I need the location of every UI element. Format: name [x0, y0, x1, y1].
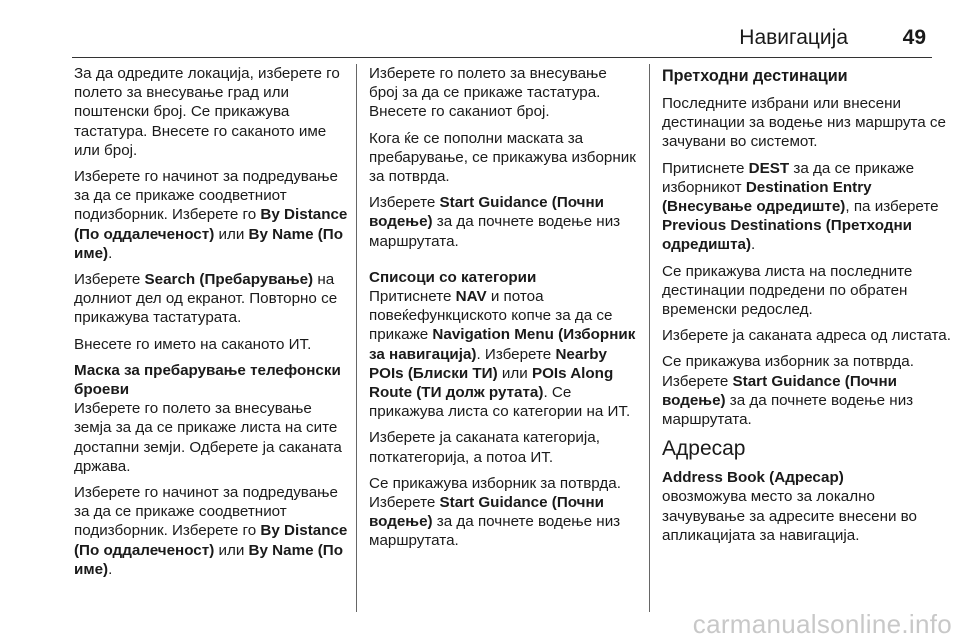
paragraph: Се прикажува листа на последните дестинации подредени по обратен временски редослед. [662, 262, 913, 319]
paragraph [369, 287, 639, 421]
button-nav: NAV [455, 288, 487, 306]
text: Изберете го начинот за подредување за да се прикаже соодветниот подизборник. Изберете го [74, 484, 338, 540]
section-heading: Претходни дестинации [662, 67, 848, 85]
paragraph: Последните избрани или внесени дестинации за водење низ маршрута се зачувани во системот. [662, 95, 946, 151]
column-2 [369, 64, 639, 558]
option-by-name: By Name (По име) [74, 541, 344, 578]
option-pois-along-route: POIs Along Route (ТИ долж рутата) [369, 364, 614, 402]
paragraph: За да одредите локација, изберете го полето за внесување град или поштенски број. Се прикажува тастатура. Внесете го саканото име или број. [74, 65, 340, 159]
section-heading-address-book: Адресар [662, 437, 746, 461]
option-by-distance: By Distance (По оддалеченост) [74, 522, 348, 559]
page-number: 49 [902, 26, 926, 49]
text: . Изберете [476, 345, 556, 363]
option-by-distance: By Distance (По оддалеченост) [74, 206, 348, 243]
subheading: Маска за пребарување телефонски броеви [74, 361, 341, 399]
watermark-logo: carmanualsonline.info [692, 609, 952, 639]
text: . [108, 244, 113, 262]
paragraph: Изберете го полето за внесување земја за да се прикаже листа на сите достапни земји. Одберете ја саканата држава. [74, 400, 342, 475]
text: или [214, 541, 249, 559]
paragraph: овозможува место за локално зачувување за адресите внесени во апликацијата за навигација. [662, 488, 917, 544]
paragraph: Се прикажува изборник за потврда. [369, 474, 621, 492]
paragraph [74, 270, 348, 328]
section-title: Навигација [739, 26, 848, 49]
column-3 [662, 64, 954, 552]
paragraph [74, 483, 348, 579]
text: за да почнете водење низ маршрутата. [369, 513, 621, 550]
option-start-guidance: Start Guidance (Почни водење) [662, 372, 897, 409]
header-divider [72, 57, 932, 58]
subheading: Списоци со категории [369, 268, 537, 286]
text: Изберете [369, 194, 440, 212]
menu-navigation: Navigation Menu (Изборник за навигација) [369, 326, 636, 363]
text: Притиснете [369, 288, 456, 306]
option-start-guidance: Start Guidance (Почни водење) [369, 494, 604, 531]
text: и потоа повеќефункциското копче за да се прикаже [369, 288, 613, 344]
menu-destination-entry: Destination Entry (Внесување одредиште) [662, 178, 872, 216]
text: . [108, 560, 113, 578]
text: . Се прикажува листа со категории на ИТ. [369, 384, 631, 421]
text: на долниот дел од екранот. Повторно се прикажува тастатурата. [74, 271, 338, 327]
paragraph: Изберете ја саканата адреса од листата. [662, 327, 951, 345]
text: или [497, 364, 532, 382]
text: . [751, 236, 756, 254]
text: за да се прикаже изборникот [662, 159, 915, 196]
page-header [0, 0, 960, 56]
text: или [214, 225, 249, 243]
column-1 [74, 64, 348, 586]
text: за да почнете водење низ маршрутата. [662, 391, 914, 429]
text: Изберете [369, 494, 440, 512]
text: , па изберете [845, 198, 939, 216]
paragraph: Внесете го името на саканото ИТ. [74, 335, 312, 353]
paragraph: Изберете ја саканата категорија, поткатегорија, а потоа ИТ. [369, 429, 600, 466]
paragraph [74, 167, 348, 263]
paragraph [369, 193, 639, 251]
paragraph [662, 159, 954, 255]
text: Изберете [662, 372, 733, 390]
paragraph: Изберете го полето за внесување број за да се прикаже тастатура. Внесете го саканиот број. [369, 65, 607, 121]
text: Изберете [74, 271, 145, 289]
subheading: Address Book (Адресар) [662, 469, 844, 487]
text: Притиснете [662, 159, 749, 177]
text: за да почнете водење низ маршрутата. [369, 213, 621, 250]
option-start-guidance: Start Guidance (Почни водење) [369, 194, 604, 231]
button-dest: DEST [748, 159, 790, 177]
option-by-name: By Name (По име) [74, 225, 344, 262]
column-divider [356, 64, 357, 612]
column-divider [649, 64, 650, 612]
paragraph [369, 493, 639, 551]
paragraph: Се прикажува изборник за потврда. [662, 353, 914, 371]
option-nearby-pois: Nearby POIs (Блиски ТИ) [369, 345, 607, 382]
paragraph [662, 372, 954, 430]
option-previous-destinations: Previous Destinations (Претходни одредишта) [662, 217, 912, 254]
option-search: Search (Пребарување) [144, 271, 314, 289]
text: Изберете го начинот за подредување за да се прикаже соодветниот подизборник. Изберете го [74, 168, 338, 224]
paragraph: Кога ќе се пополни маската за пребарување, се прикажува изборник за потврда. [369, 129, 636, 186]
